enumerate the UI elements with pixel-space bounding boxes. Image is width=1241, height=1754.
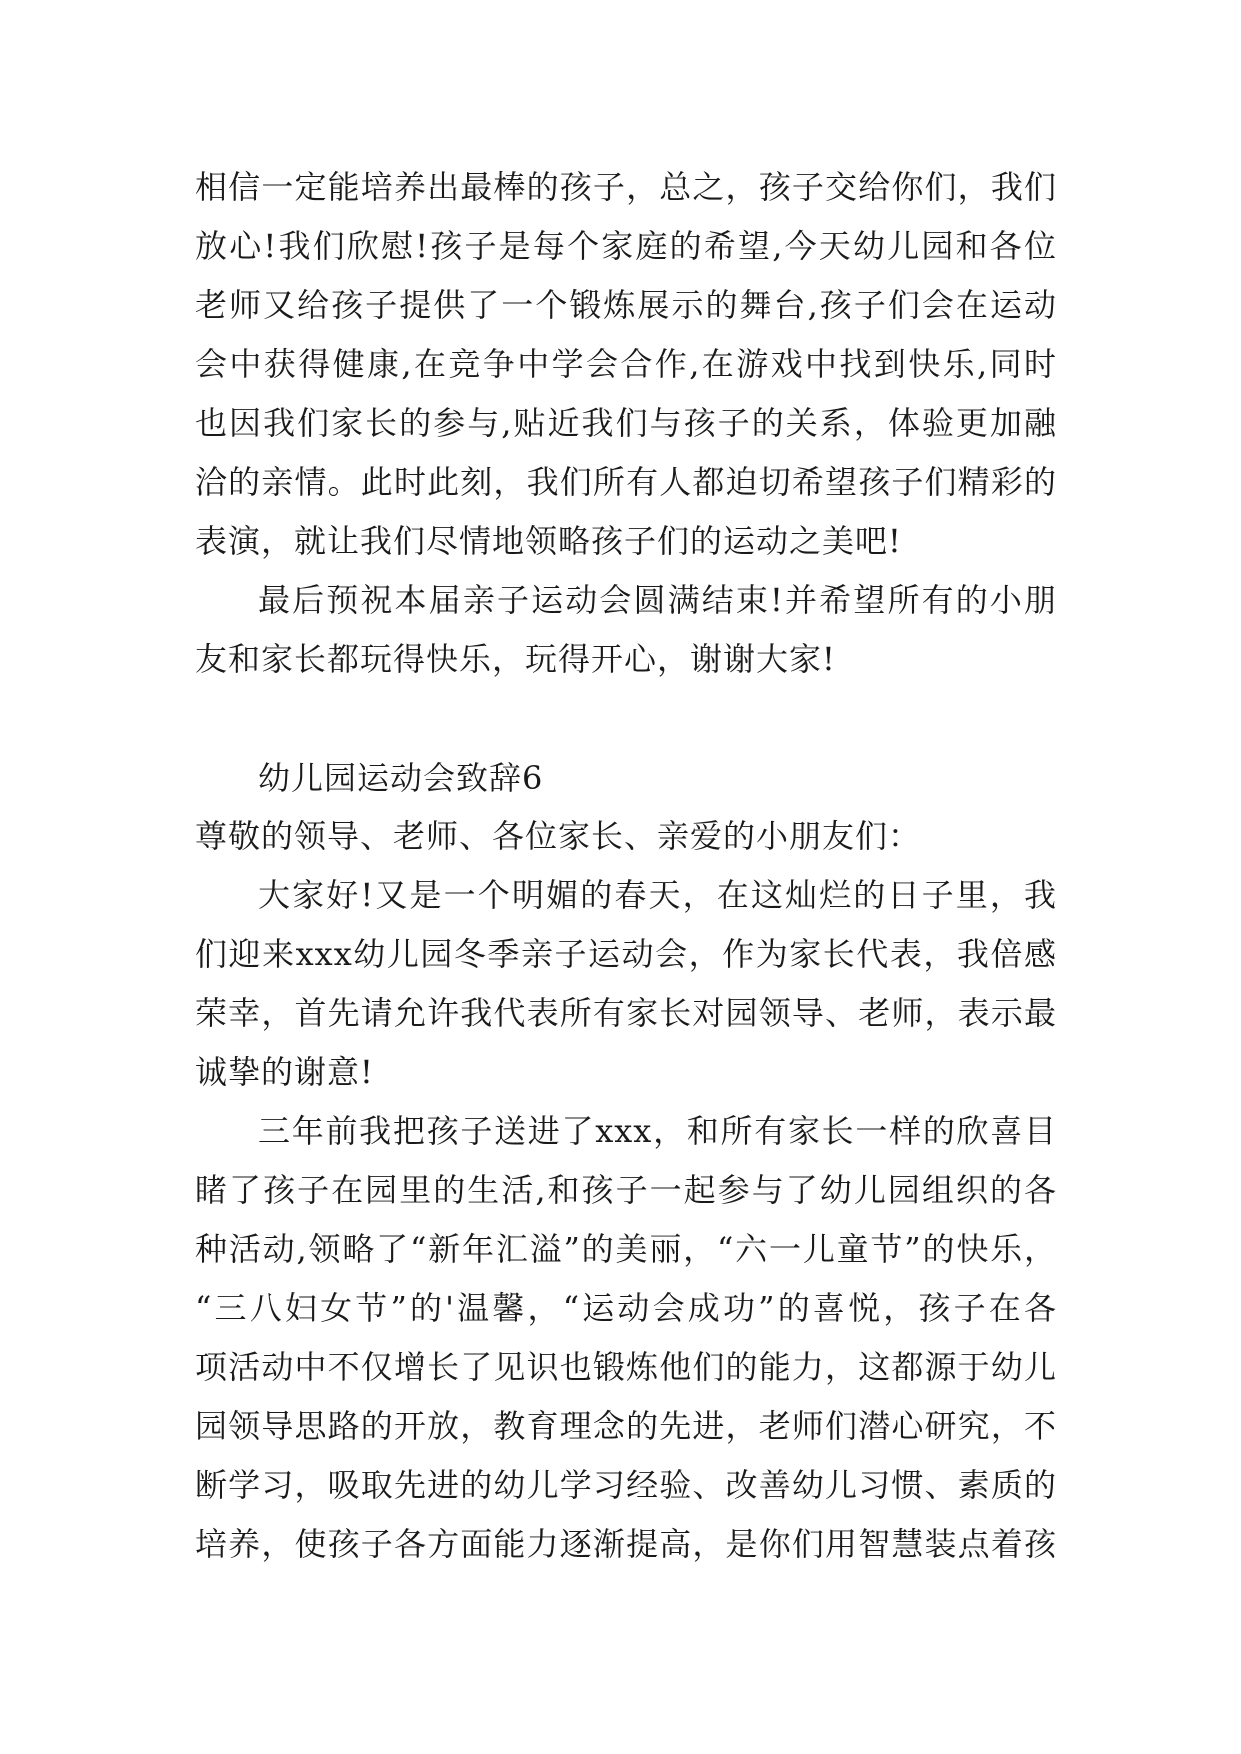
paragraph-3-line-3: 荣幸，首先请允许我代表所有家长对园领导、老师，表示最 — [195, 994, 1057, 1032]
paragraph-4-line-7: 断学习，吸取先进的幼儿学习经验、改善幼儿习惯、素质的 — [195, 1466, 1057, 1504]
paragraph-4-line-1: 三年前我把孩子送进了xxx，和所有家长一样的欣喜目 — [258, 1112, 1057, 1150]
paragraph-4-line-2: 睹了孩子在园里的生活,和孩子一起参与了幼儿园组织的各 — [195, 1171, 1057, 1209]
paragraph-1-line-6: 洽的亲情。此时此刻，我们所有人都迫切希望孩子们精彩的 — [195, 463, 1057, 501]
paragraph-1-line-7: 表演，就让我们尽情地领略孩子们的运动之美吧! — [195, 522, 902, 560]
section-title: 幼儿园运动会致辞6 — [258, 759, 544, 797]
paragraph-3-line-1: 大家好!又是一个明媚的春天，在这灿烂的日子里，我 — [258, 876, 1057, 914]
paragraph-3-line-2: 们迎来xxx幼儿园冬季亲子运动会，作为家长代表，我倍感 — [195, 935, 1057, 973]
paragraph-4-line-4: “三八妇女节”的'温馨，“运动会成功”的喜悦，孩子在各 — [195, 1289, 1057, 1327]
paragraph-3-line-4: 诚挚的谢意! — [195, 1053, 374, 1091]
paragraph-4-line-6: 园领导思路的开放，教育理念的先进，老师们潜心研究，不 — [195, 1407, 1057, 1445]
paragraph-4-line-5: 项活动中不仅增长了见识也锻炼他们的能力，这都源于幼儿 — [195, 1348, 1057, 1386]
paragraph-1-line-1: 相信一定能培养出最棒的孩子，总之，孩子交给你们，我们 — [195, 168, 1057, 206]
paragraph-1-line-2: 放心!我们欣慰!孩子是每个家庭的希望,今天幼儿园和各位 — [195, 227, 1057, 265]
paragraph-1-line-4: 会中获得健康,在竞争中学会合作,在游戏中找到快乐,同时 — [195, 345, 1057, 383]
paragraph-1-line-3: 老师又给孩子提供了一个锻炼展示的舞台,孩子们会在运动 — [195, 286, 1057, 324]
paragraph-2-line-1: 最后预祝本届亲子运动会圆满结束!并希望所有的小朋 — [258, 581, 1057, 619]
salutation: 尊敬的领导、老师、各位家长、亲爱的小朋友们： — [195, 817, 922, 855]
paragraph-1-line-5: 也因我们家长的参与,贴近我们与孩子的关系，体验更加融 — [195, 404, 1057, 442]
paragraph-4-line-8: 培养，使孩子各方面能力逐渐提高，是你们用智慧装点着孩 — [195, 1525, 1057, 1563]
paragraph-4-line-3: 种活动,领略了“新年汇溢”的美丽，“六一儿童节”的快乐， — [195, 1230, 1057, 1268]
paragraph-2-line-2: 友和家长都玩得快乐，玩得开心，谢谢大家! — [195, 640, 836, 678]
